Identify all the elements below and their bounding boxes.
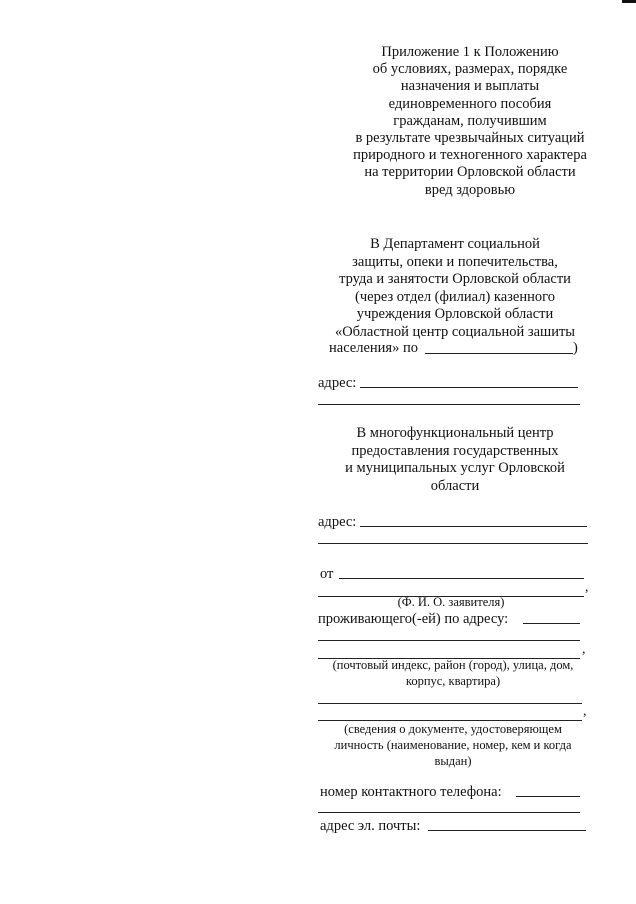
address-caption-2: корпус, квартира) [405,674,501,688]
mfc-addressee [300,425,610,495]
department-line: (через отдел (филиал) казенного [355,288,555,305]
appendix-line: вред здоровью [424,181,516,198]
department-address-field[interactable] [360,372,578,388]
appendix-line: единовременного пособия [388,95,552,112]
department-line: защиты, опеки и попечительства, [352,253,558,270]
mfc-address-label: адрес: [318,514,357,530]
appendix-header [320,44,620,199]
department-close-paren: ) [573,340,578,356]
appendix-line: Приложение 1 к Положению [381,44,559,60]
appendix-line: на территории Орловской области [364,164,576,181]
applicant-name-field[interactable] [339,563,584,579]
document-caption-3: выдан) [434,754,472,768]
appendix-line: об условиях, размерах, порядке [372,61,568,78]
appendix-line: назначения и выплаты [400,78,540,95]
department-line: учреждения Орловской области [356,306,554,323]
department-address-field-line2[interactable] [318,389,580,405]
residing-label: проживающего(-ей) по адресу: [318,611,509,627]
residing-address-field-line2[interactable] [318,625,580,641]
document-caption-2: личность (наименование, номер, кем и когда [334,738,572,752]
address-caption-1: (почтовый индекс, район (город), улица, дом, [332,658,574,672]
appendix-line: в результате чрезвычайных ситуаций [355,130,585,147]
email-label: адрес эл. почты: [320,818,421,834]
mfc-line: области [430,477,480,494]
department-line: «Областной центр социальной зашиты [334,323,576,340]
address-comma: , [582,642,586,657]
phone-field[interactable] [516,781,580,797]
document-comma: , [583,704,587,719]
department-addressee [310,236,600,342]
department-address-label: адрес: [318,375,357,391]
document-field-line2[interactable] [318,705,582,721]
document-field[interactable] [318,688,582,704]
from-label: от [320,566,334,582]
department-line: труда и занятости Орловской области [339,271,571,288]
document-caption-1: (сведения о документе, удостоверяющем [344,722,562,736]
residing-address-field[interactable] [523,608,580,624]
mfc-line: и муниципальных услуг Орловской [345,460,565,477]
name-comma: , [585,580,589,595]
mfc-line: В многофункциональный центр [356,425,554,441]
mfc-address-field-line2[interactable] [318,528,588,544]
mfc-address-field[interactable] [360,511,587,527]
email-field[interactable] [428,815,586,831]
phone-label: номер контактного телефона: [320,784,502,800]
department-line: В Департамент социальной [370,236,540,252]
department-region-label: населения» по [329,340,418,356]
scan-corner-mark [622,0,636,3]
phone-field-line2[interactable] [318,797,580,813]
mfc-line: предоставления государственных [351,442,559,459]
appendix-line: природного и техногенного характера [353,147,587,164]
appendix-line: гражданам, получившим [393,112,547,129]
department-region-field[interactable] [425,338,573,354]
name-caption: (Ф. И. О. заявителя) [397,595,505,609]
